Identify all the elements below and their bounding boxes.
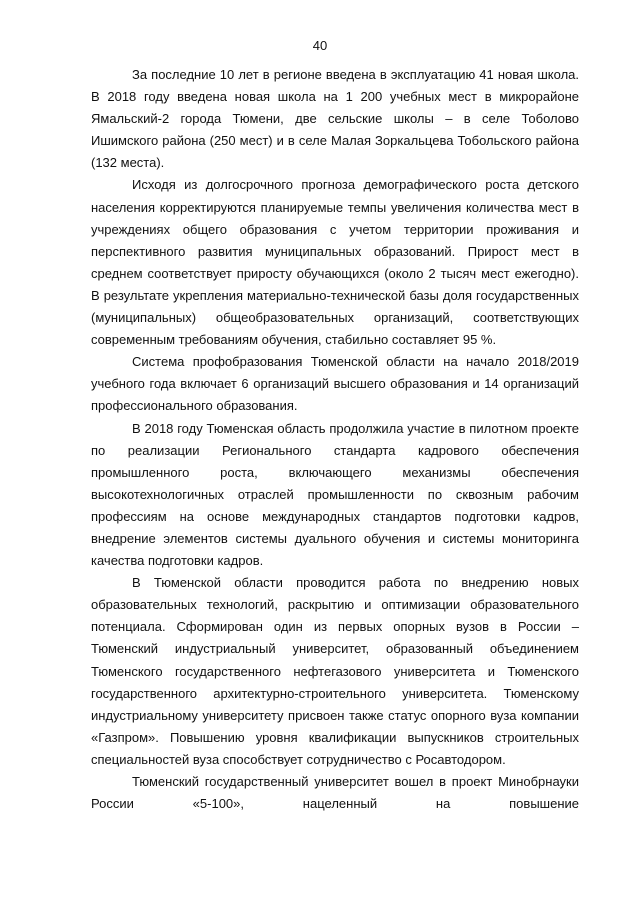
paragraph-vocational-system: Система профобразования Тюменской области на начало 2018/2019 учебного года включает 6 организаций высшего образования и 14 организаций профессионального образования. — [91, 354, 579, 414]
paragraph-new-schools: За последние 10 лет в регионе введена в эксплуатацию 41 новая школа. В 2018 году введена новая школа на 1 200 учебных мест в микрорайоне Ямальский-2 города Тюмени, две сельские школы – в селе Тоболово Ишимского района (250 мест) и в селе Малая Зоркальцева Тобольского района (132 места). — [91, 67, 579, 171]
page-number: 40 — [312, 38, 328, 53]
paragraph-school-capacity: Исходя из долгосрочного прогноза демографического роста детского населения корректируются планируемые темпы увеличения количества мест в учреждениях общего образования с учетом территории проживания и перспективного развития муниципальных образований. Прирост мест в среднем соответствует приросту обучающихся (около 2 тысяч мест ежегодно). В результате укрепления материально-технической базы доля государственных (муниципальных) общеобразовательных организаций, соответствующих современным требованиям обучения, стабильно составляет 95 %. — [91, 177, 579, 348]
paragraph-university-project: Тюменский государственный университет вошел в проект Минобрнауки России «5-100», нацеленный на повышение — [91, 774, 579, 812]
paragraph-staffing-pilot: В 2018 году Тюменская область продолжила участие в пилотном проекте по реализации Регионального стандарта кадрового обеспечения промышленного роста, включающего механизмы обеспечения высокотехнологичных отраслей промышленности по сквозным рабочим профессиям на основе международных стандартов подготовки кадров, внедрение элементов системы дуального обучения и системы мониторинга качества подготовки кадров. — [91, 420, 579, 569]
paragraph-educational-technologies: В Тюменской области проводится работа по внедрению новых образовательных технологий, раскрытию и оптимизации образовательного потенциала. Сформирован один из первых опорных вузов в России – Тюменский индустриальный университет, образованный объединением Тюменского государственного нефтегазового университета и Тюменского государственного архитектурно-строительного университета. Тюменскому индустриальному университету присвоен также статус опорного вуза компании «Газпром». Повышению уровня квалификации выпускников строительных специальностей вуза способствует сотрудничество с Росавтодором. — [91, 575, 579, 767]
page-body — [91, 64, 579, 815]
